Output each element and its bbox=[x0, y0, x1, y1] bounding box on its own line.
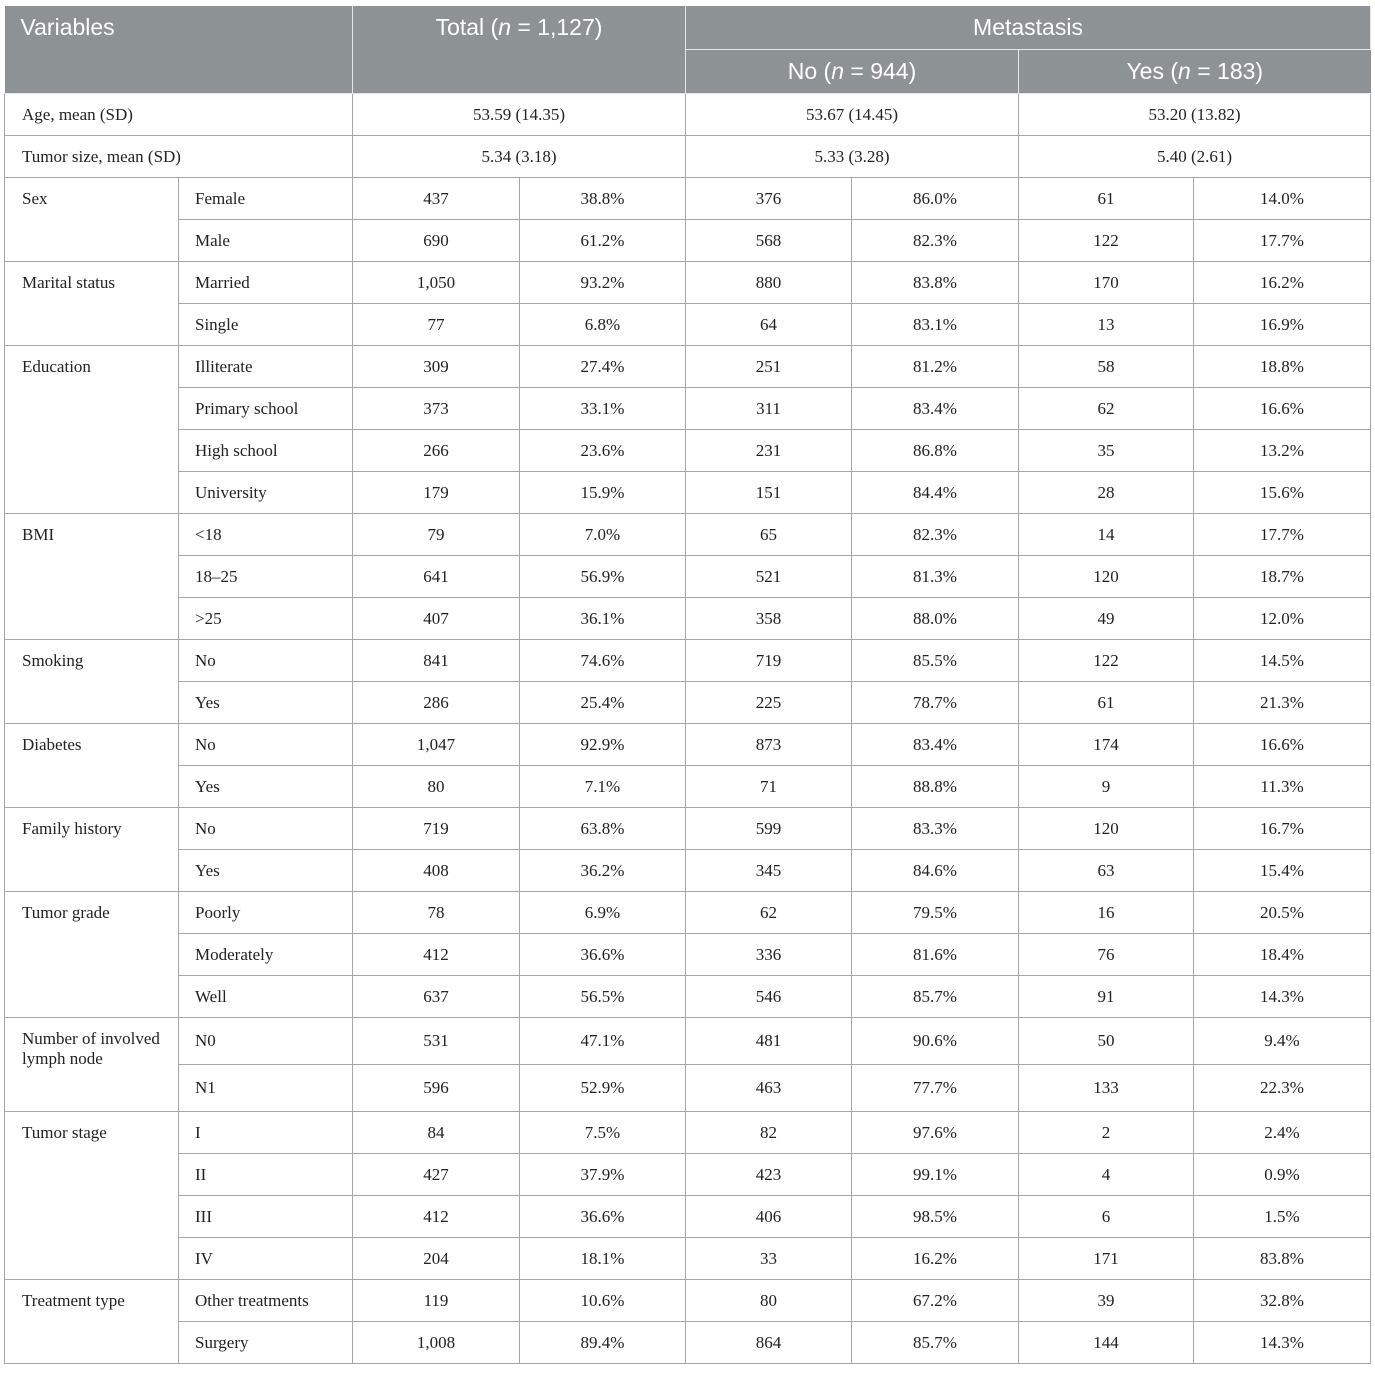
category-label: 18–25 bbox=[179, 556, 353, 598]
cell-yes-pct: 1.5% bbox=[1194, 1196, 1371, 1238]
cell-total-n: 266 bbox=[353, 430, 520, 472]
cell-total-n: 1,047 bbox=[353, 724, 520, 766]
table-row bbox=[5, 430, 1371, 472]
cell-no-n: 406 bbox=[686, 1196, 852, 1238]
category-label: Yes bbox=[179, 850, 353, 892]
cell-yes: 5.40 (2.61) bbox=[1019, 136, 1371, 178]
cell-total-pct: 52.9% bbox=[520, 1065, 686, 1112]
cell-total-pct: 7.5% bbox=[520, 1112, 686, 1154]
row-label: Age, mean (SD) bbox=[5, 94, 353, 136]
cell-no-n: 546 bbox=[686, 976, 852, 1018]
category-label: <18 bbox=[179, 514, 353, 556]
cell-total-n: 77 bbox=[353, 304, 520, 346]
cell-no-n: 599 bbox=[686, 808, 852, 850]
cell-no-n: 82 bbox=[686, 1112, 852, 1154]
variable-label: Smoking bbox=[5, 640, 179, 724]
cell-yes-pct: 18.7% bbox=[1194, 556, 1371, 598]
cell-total-pct: 56.9% bbox=[520, 556, 686, 598]
cell-yes-n: 14 bbox=[1019, 514, 1194, 556]
cell-yes-n: 133 bbox=[1019, 1065, 1194, 1112]
category-label: No bbox=[179, 640, 353, 682]
cell-total-n: 531 bbox=[353, 1018, 520, 1065]
cell-total-pct: 47.1% bbox=[520, 1018, 686, 1065]
cell-yes-pct: 22.3% bbox=[1194, 1065, 1371, 1112]
cell-yes-n: 39 bbox=[1019, 1280, 1194, 1322]
cell-yes-n: 61 bbox=[1019, 178, 1194, 220]
cell-yes-pct: 16.6% bbox=[1194, 388, 1371, 430]
category-label: IV bbox=[179, 1238, 353, 1280]
cell-total-pct: 37.9% bbox=[520, 1154, 686, 1196]
cell-no-pct: 98.5% bbox=[852, 1196, 1019, 1238]
cell-total-pct: 56.5% bbox=[520, 976, 686, 1018]
cell-no-n: 225 bbox=[686, 682, 852, 724]
cell-yes-pct: 18.8% bbox=[1194, 346, 1371, 388]
cell-yes-pct: 14.0% bbox=[1194, 178, 1371, 220]
cell-total-pct: 38.8% bbox=[520, 178, 686, 220]
table-row bbox=[5, 724, 1371, 766]
cell-yes-pct: 15.4% bbox=[1194, 850, 1371, 892]
cell-total-n: 84 bbox=[353, 1112, 520, 1154]
cell-yes-n: 62 bbox=[1019, 388, 1194, 430]
cell-no-pct: 97.6% bbox=[852, 1112, 1019, 1154]
category-label: II bbox=[179, 1154, 353, 1196]
cell-total-n: 80 bbox=[353, 766, 520, 808]
table-row bbox=[5, 892, 1371, 934]
table-row bbox=[5, 178, 1371, 220]
variable-label: Family history bbox=[5, 808, 179, 892]
cell-yes-pct: 20.5% bbox=[1194, 892, 1371, 934]
table-row bbox=[5, 1112, 1371, 1154]
cell-yes: 53.20 (13.82) bbox=[1019, 94, 1371, 136]
cell-no-n: 251 bbox=[686, 346, 852, 388]
category-label: Single bbox=[179, 304, 353, 346]
cell-yes-n: 174 bbox=[1019, 724, 1194, 766]
cell-yes-pct: 12.0% bbox=[1194, 598, 1371, 640]
header-total-rest: = 1,127) bbox=[511, 14, 603, 40]
table-row bbox=[5, 556, 1371, 598]
table-row bbox=[5, 1018, 1371, 1065]
cell-yes-pct: 0.9% bbox=[1194, 1154, 1371, 1196]
cell-yes-n: 63 bbox=[1019, 850, 1194, 892]
cell-no-n: 151 bbox=[686, 472, 852, 514]
table-row-tumor-size bbox=[5, 136, 1371, 178]
cell-yes-pct: 9.4% bbox=[1194, 1018, 1371, 1065]
category-label: I bbox=[179, 1112, 353, 1154]
cell-total-pct: 6.8% bbox=[520, 304, 686, 346]
cell-yes-pct: 13.2% bbox=[1194, 430, 1371, 472]
cell-no-n: 873 bbox=[686, 724, 852, 766]
variable-label: Diabetes bbox=[5, 724, 179, 808]
cell-no-pct: 85.7% bbox=[852, 1322, 1019, 1364]
cell-total-n: 412 bbox=[353, 934, 520, 976]
cell-total-pct: 89.4% bbox=[520, 1322, 686, 1364]
cell-no-n: 864 bbox=[686, 1322, 852, 1364]
cell-yes-pct: 15.6% bbox=[1194, 472, 1371, 514]
cell-total-pct: 93.2% bbox=[520, 262, 686, 304]
cell-total-n: 179 bbox=[353, 472, 520, 514]
cell-no: 53.67 (14.45) bbox=[686, 94, 1019, 136]
cell-yes-pct: 16.7% bbox=[1194, 808, 1371, 850]
cell-no-n: 568 bbox=[686, 220, 852, 262]
cell-no-n: 423 bbox=[686, 1154, 852, 1196]
header-no-label: No ( bbox=[787, 58, 832, 84]
cell-total-n: 1,050 bbox=[353, 262, 520, 304]
cell-total-pct: 36.1% bbox=[520, 598, 686, 640]
cell-no-pct: 84.6% bbox=[852, 850, 1019, 892]
header-no-n: n bbox=[831, 58, 844, 84]
header-no-rest: = 944) bbox=[844, 58, 917, 84]
cell-total-pct: 7.0% bbox=[520, 514, 686, 556]
cell-total-n: 408 bbox=[353, 850, 520, 892]
category-label: Well bbox=[179, 976, 353, 1018]
cell-yes-pct: 14.3% bbox=[1194, 1322, 1371, 1364]
cell-no-pct: 90.6% bbox=[852, 1018, 1019, 1065]
cell-no-n: 71 bbox=[686, 766, 852, 808]
category-label: Moderately bbox=[179, 934, 353, 976]
cell-total-n: 407 bbox=[353, 598, 520, 640]
cell-no-pct: 82.3% bbox=[852, 514, 1019, 556]
cell-no-n: 33 bbox=[686, 1238, 852, 1280]
cell-no-pct: 83.3% bbox=[852, 808, 1019, 850]
cell-no-pct: 88.0% bbox=[852, 598, 1019, 640]
category-label: >25 bbox=[179, 598, 353, 640]
cell-yes-n: 91 bbox=[1019, 976, 1194, 1018]
cell-total-pct: 36.6% bbox=[520, 934, 686, 976]
table-row bbox=[5, 1238, 1371, 1280]
variable-label: Tumor grade bbox=[5, 892, 179, 1018]
category-label: Male bbox=[179, 220, 353, 262]
cell-no-pct: 88.8% bbox=[852, 766, 1019, 808]
cell-yes-pct: 16.6% bbox=[1194, 724, 1371, 766]
cell-no-n: 345 bbox=[686, 850, 852, 892]
category-label: Female bbox=[179, 178, 353, 220]
header-no bbox=[686, 50, 1019, 94]
cell-yes-n: 4 bbox=[1019, 1154, 1194, 1196]
cell-yes-n: 9 bbox=[1019, 766, 1194, 808]
cell-no-pct: 82.3% bbox=[852, 220, 1019, 262]
cell-yes-n: 16 bbox=[1019, 892, 1194, 934]
cell-no-pct: 86.0% bbox=[852, 178, 1019, 220]
cell-yes-n: 76 bbox=[1019, 934, 1194, 976]
table-row bbox=[5, 1196, 1371, 1238]
cell-no-pct: 81.6% bbox=[852, 934, 1019, 976]
cell-no-pct: 81.3% bbox=[852, 556, 1019, 598]
table-row-age bbox=[5, 94, 1371, 136]
row-label: Tumor size, mean (SD) bbox=[5, 136, 353, 178]
cell-yes-pct: 16.2% bbox=[1194, 262, 1371, 304]
cell-no-pct: 77.7% bbox=[852, 1065, 1019, 1112]
cell-yes-n: 61 bbox=[1019, 682, 1194, 724]
header-total-n: n bbox=[498, 14, 511, 40]
table-row bbox=[5, 1322, 1371, 1364]
cell-total-pct: 23.6% bbox=[520, 430, 686, 472]
cell-no-pct: 83.1% bbox=[852, 304, 1019, 346]
cell-no-pct: 67.2% bbox=[852, 1280, 1019, 1322]
cell-total-pct: 6.9% bbox=[520, 892, 686, 934]
cell-total-n: 641 bbox=[353, 556, 520, 598]
variable-label: Sex bbox=[5, 178, 179, 262]
cell-yes-n: 120 bbox=[1019, 556, 1194, 598]
category-label: N0 bbox=[179, 1018, 353, 1065]
cell-yes-n: 122 bbox=[1019, 640, 1194, 682]
cell-yes-n: 170 bbox=[1019, 262, 1194, 304]
cell-yes-n: 50 bbox=[1019, 1018, 1194, 1065]
variable-label: Education bbox=[5, 346, 179, 514]
cell-total-n: 78 bbox=[353, 892, 520, 934]
cell-total-n: 373 bbox=[353, 388, 520, 430]
cell-yes-pct: 14.5% bbox=[1194, 640, 1371, 682]
cell-total-n: 119 bbox=[353, 1280, 520, 1322]
category-label: University bbox=[179, 472, 353, 514]
category-label: Poorly bbox=[179, 892, 353, 934]
header-total bbox=[353, 6, 686, 94]
cell-total: 5.34 (3.18) bbox=[353, 136, 686, 178]
table-row bbox=[5, 598, 1371, 640]
cell-yes-pct: 14.3% bbox=[1194, 976, 1371, 1018]
header-yes-rest: = 183) bbox=[1190, 58, 1264, 84]
cell-total-n: 204 bbox=[353, 1238, 520, 1280]
table-row bbox=[5, 1065, 1371, 1112]
cell-total-pct: 61.2% bbox=[520, 220, 686, 262]
cell-no-pct: 16.2% bbox=[852, 1238, 1019, 1280]
cell-total-pct: 27.4% bbox=[520, 346, 686, 388]
cell-total-n: 412 bbox=[353, 1196, 520, 1238]
table-row bbox=[5, 850, 1371, 892]
cell-no-pct: 83.4% bbox=[852, 388, 1019, 430]
cell-total-pct: 36.2% bbox=[520, 850, 686, 892]
table-row bbox=[5, 304, 1371, 346]
header-variables: Variables bbox=[5, 6, 353, 94]
cell-yes-n: 58 bbox=[1019, 346, 1194, 388]
cell-yes-pct: 11.3% bbox=[1194, 766, 1371, 808]
table-row bbox=[5, 1280, 1371, 1322]
cell-total-pct: 10.6% bbox=[520, 1280, 686, 1322]
cell-yes-n: 28 bbox=[1019, 472, 1194, 514]
cell-no-n: 80 bbox=[686, 1280, 852, 1322]
cell-total-n: 1,008 bbox=[353, 1322, 520, 1364]
cell-yes-pct: 17.7% bbox=[1194, 220, 1371, 262]
cell-total-n: 690 bbox=[353, 220, 520, 262]
cell-no-pct: 78.7% bbox=[852, 682, 1019, 724]
cell-no-pct: 86.8% bbox=[852, 430, 1019, 472]
variable-label: Treatment type bbox=[5, 1280, 179, 1364]
cell-no-pct: 83.4% bbox=[852, 724, 1019, 766]
cell-total-n: 427 bbox=[353, 1154, 520, 1196]
table-row bbox=[5, 640, 1371, 682]
cell-no-n: 311 bbox=[686, 388, 852, 430]
cell-no-n: 64 bbox=[686, 304, 852, 346]
table-row bbox=[5, 766, 1371, 808]
variable-label: Tumor stage bbox=[5, 1112, 179, 1280]
cell-total-n: 309 bbox=[353, 346, 520, 388]
cell-no-n: 358 bbox=[686, 598, 852, 640]
cell-no-n: 231 bbox=[686, 430, 852, 472]
cell-no-n: 376 bbox=[686, 178, 852, 220]
table-row bbox=[5, 808, 1371, 850]
cell-total-pct: 74.6% bbox=[520, 640, 686, 682]
header-yes-label: Yes ( bbox=[1126, 58, 1179, 84]
cell-total-n: 286 bbox=[353, 682, 520, 724]
cell-total-n: 637 bbox=[353, 976, 520, 1018]
characteristics-table bbox=[4, 6, 1371, 1364]
table-row bbox=[5, 262, 1371, 304]
cell-yes-n: 35 bbox=[1019, 430, 1194, 472]
header-metastasis: Metastasis bbox=[686, 6, 1371, 50]
cell-no-n: 336 bbox=[686, 934, 852, 976]
table-row bbox=[5, 976, 1371, 1018]
cell-yes-n: 122 bbox=[1019, 220, 1194, 262]
cell-no-pct: 84.4% bbox=[852, 472, 1019, 514]
cell-no-pct: 85.5% bbox=[852, 640, 1019, 682]
cell-total-pct: 63.8% bbox=[520, 808, 686, 850]
table-row bbox=[5, 934, 1371, 976]
category-label: III bbox=[179, 1196, 353, 1238]
category-label: Surgery bbox=[179, 1322, 353, 1364]
cell-total-n: 841 bbox=[353, 640, 520, 682]
cell-yes-pct: 16.9% bbox=[1194, 304, 1371, 346]
cell-total-n: 79 bbox=[353, 514, 520, 556]
cell-total-pct: 7.1% bbox=[520, 766, 686, 808]
cell-total-pct: 25.4% bbox=[520, 682, 686, 724]
table-row bbox=[5, 346, 1371, 388]
cell-total-n: 437 bbox=[353, 178, 520, 220]
variable-label: Marital status bbox=[5, 262, 179, 346]
cell-total-pct: 33.1% bbox=[520, 388, 686, 430]
cell-total: 53.59 (14.35) bbox=[353, 94, 686, 136]
category-label: Other treatments bbox=[179, 1280, 353, 1322]
table-row bbox=[5, 514, 1371, 556]
category-label: No bbox=[179, 808, 353, 850]
cell-no-n: 719 bbox=[686, 640, 852, 682]
cell-total-pct: 36.6% bbox=[520, 1196, 686, 1238]
cell-no-pct: 83.8% bbox=[852, 262, 1019, 304]
header-yes-n: n bbox=[1178, 58, 1191, 84]
cell-total-pct: 18.1% bbox=[520, 1238, 686, 1280]
cell-yes-pct: 32.8% bbox=[1194, 1280, 1371, 1322]
category-label: Yes bbox=[179, 766, 353, 808]
category-label: Yes bbox=[179, 682, 353, 724]
cell-yes-n: 2 bbox=[1019, 1112, 1194, 1154]
cell-total-n: 596 bbox=[353, 1065, 520, 1112]
table-row bbox=[5, 220, 1371, 262]
cell-total-n: 719 bbox=[353, 808, 520, 850]
cell-no-n: 521 bbox=[686, 556, 852, 598]
cell-yes-pct: 18.4% bbox=[1194, 934, 1371, 976]
cell-yes-n: 120 bbox=[1019, 808, 1194, 850]
cell-no-n: 481 bbox=[686, 1018, 852, 1065]
cell-yes-pct: 2.4% bbox=[1194, 1112, 1371, 1154]
cell-no-pct: 79.5% bbox=[852, 892, 1019, 934]
cell-yes-n: 6 bbox=[1019, 1196, 1194, 1238]
cell-no-n: 880 bbox=[686, 262, 852, 304]
variable-label: BMI bbox=[5, 514, 179, 640]
category-label: Illiterate bbox=[179, 346, 353, 388]
cell-no-n: 62 bbox=[686, 892, 852, 934]
cell-yes-n: 13 bbox=[1019, 304, 1194, 346]
header-total-label: Total ( bbox=[435, 14, 499, 40]
cell-yes-n: 144 bbox=[1019, 1322, 1194, 1364]
category-label: Married bbox=[179, 262, 353, 304]
category-label: Primary school bbox=[179, 388, 353, 430]
category-label: N1 bbox=[179, 1065, 353, 1112]
table-row bbox=[5, 472, 1371, 514]
cell-no-n: 463 bbox=[686, 1065, 852, 1112]
cell-yes-pct: 21.3% bbox=[1194, 682, 1371, 724]
cell-no: 5.33 (3.28) bbox=[686, 136, 1019, 178]
cell-no-pct: 81.2% bbox=[852, 346, 1019, 388]
cell-yes-pct: 17.7% bbox=[1194, 514, 1371, 556]
table-row bbox=[5, 682, 1371, 724]
header-yes bbox=[1019, 50, 1371, 94]
table-row bbox=[5, 388, 1371, 430]
cell-yes-n: 171 bbox=[1019, 1238, 1194, 1280]
category-label: No bbox=[179, 724, 353, 766]
cell-no-pct: 85.7% bbox=[852, 976, 1019, 1018]
cell-yes-pct: 83.8% bbox=[1194, 1238, 1371, 1280]
category-label: High school bbox=[179, 430, 353, 472]
cell-yes-n: 49 bbox=[1019, 598, 1194, 640]
cell-total-pct: 92.9% bbox=[520, 724, 686, 766]
cell-total-pct: 15.9% bbox=[520, 472, 686, 514]
table-row bbox=[5, 1154, 1371, 1196]
variable-label: Number of involved lymph node bbox=[5, 1018, 179, 1112]
cell-no-n: 65 bbox=[686, 514, 852, 556]
cell-no-pct: 99.1% bbox=[852, 1154, 1019, 1196]
